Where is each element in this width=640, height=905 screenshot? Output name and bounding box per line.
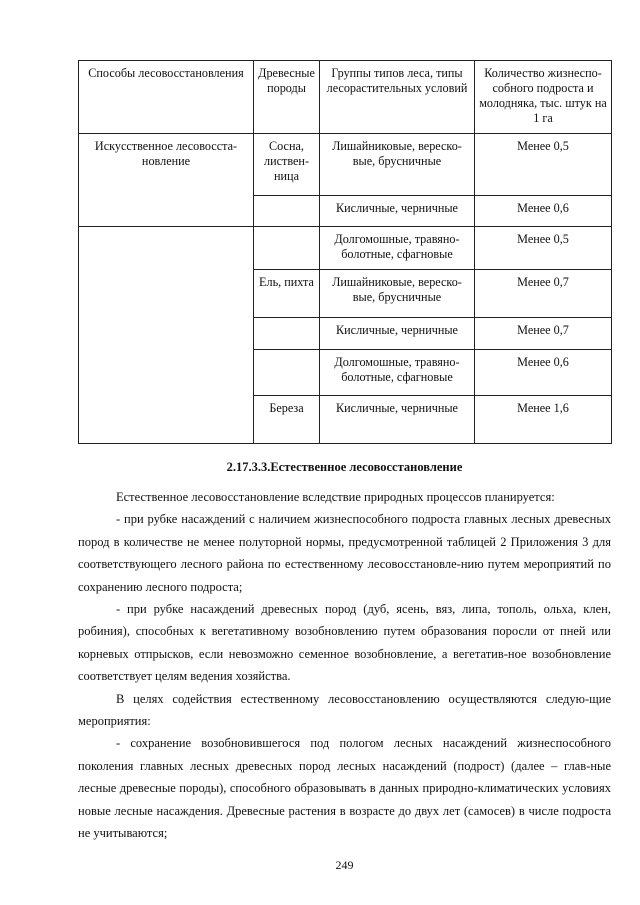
method-cell-empty xyxy=(79,227,254,444)
species-cell-spruce-fir: Ель, пихта xyxy=(254,270,320,318)
header-species: Древесные породы xyxy=(254,61,320,134)
forest-type-cell: Долгомошные, травяно-болотные, сфагновые xyxy=(320,350,475,396)
species-cell-pine-larch: Сосна, листвен-ница xyxy=(254,134,320,196)
quantity-cell: Менее 0,5 xyxy=(475,227,612,270)
forest-type-cell: Лишайниковые, вереско-вые, брусничные xyxy=(320,270,475,318)
quantity-cell: Менее 0,6 xyxy=(475,350,612,396)
method-cell-artificial: Искусственное лесовосста-новление xyxy=(79,134,254,227)
table-row xyxy=(79,134,612,196)
section-body xyxy=(78,486,611,845)
species-cell-empty xyxy=(254,318,320,350)
forest-type-cell: Лишайниковые, вереско-вые, брусничные xyxy=(320,134,475,196)
paragraph: В целях содействия естественному лесовосстановлению осуществляются следую-щие мероприятия: xyxy=(78,691,611,729)
forest-type-cell: Кисличные, черничные xyxy=(320,318,475,350)
section-heading: 2.17.3.3.Естественное лесовосстановление xyxy=(226,460,463,474)
reforestation-table-container xyxy=(78,60,611,444)
page-number: 249 xyxy=(335,858,354,872)
paragraph: - при рубке насаждений с наличием жизнеспособного подроста главных лесных древесных пород в количестве не менее полуторной нормы, предусмотренной таблицей 2 Приложения 3 для соответствующего лесного района по естественному лесовосстановле-нию путем мероприятий по сохранению лесного подроста; xyxy=(78,512,611,594)
quantity-cell: Менее 0,7 xyxy=(475,270,612,318)
table-row xyxy=(79,227,612,270)
header-forest-type: Группы типов леса, типы лесорастительных условий xyxy=(320,61,475,134)
header-method: Способы лесовосстановления xyxy=(79,61,254,134)
paragraph: Естественное лесовосстановление вследствие природных процессов планируется: xyxy=(116,490,555,504)
species-cell-empty xyxy=(254,350,320,396)
forest-type-cell: Долгомошные, травяно-болотные, сфагновые xyxy=(320,227,475,270)
forest-type-cell: Кисличные, черничные xyxy=(320,396,475,444)
quantity-cell: Менее 1,6 xyxy=(475,396,612,444)
paragraph: - при рубке насаждений древесных пород (дуб, ясень, вяз, липа, тополь, ольха, клен, робиния), способных к вегетативному возобновлению путем образования поросли от пней или корневых отпрысков, если невозможно семенное возобновление, а вегетатив-ное возобновление соответствует целям ведения хозяйства. xyxy=(78,602,611,684)
table-header-row xyxy=(79,61,612,134)
forest-type-cell: Кисличные, черничные xyxy=(320,196,475,227)
quantity-cell: Менее 0,6 xyxy=(475,196,612,227)
species-cell-birch: Береза xyxy=(254,396,320,444)
quantity-cell: Менее 0,7 xyxy=(475,318,612,350)
paragraph: - сохранение возобновившегося под пологом лесных насаждений жизнеспособного поколения главных лесных древесных пород лесных насаждений (подрост) (далее – глав-ные лесные древесные породы), способного образовывать в данных природно-климатических условиях новые лесные насаждения. Древесные растения в возрасте до двух лет (самосев) в числе подроста не учитываются; xyxy=(78,736,611,841)
reforestation-table xyxy=(78,60,612,444)
quantity-cell: Менее 0,5 xyxy=(475,134,612,196)
species-cell-empty xyxy=(254,196,320,227)
header-quantity: Количество жизнеспо-собного подроста и молодняка, тыс. штук на 1 га xyxy=(475,61,612,134)
species-cell-empty xyxy=(254,227,320,270)
